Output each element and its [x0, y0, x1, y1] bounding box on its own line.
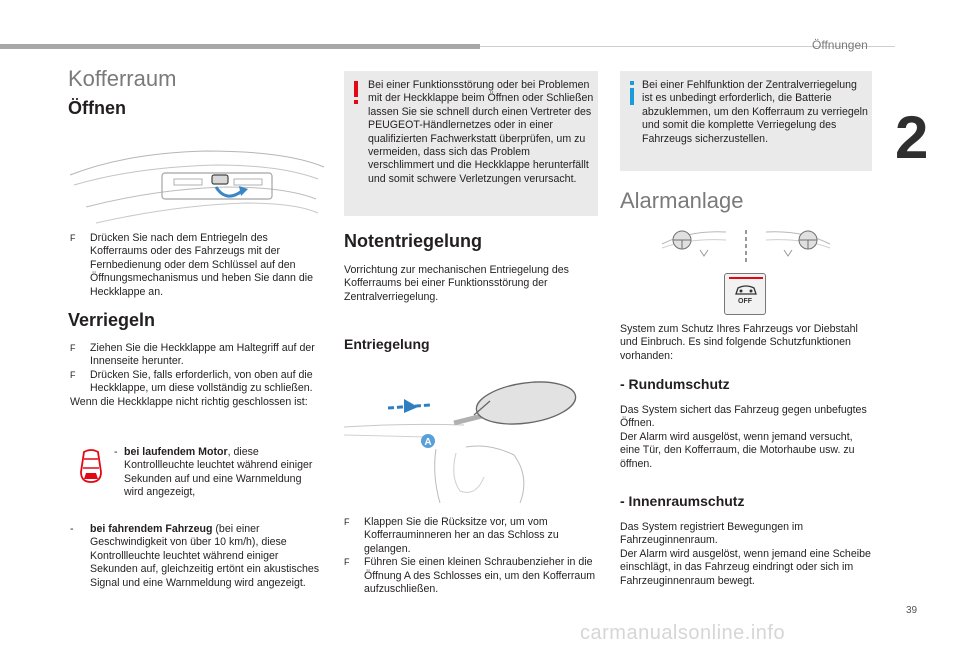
- alarm-intro: System zum Schutz Ihres Fahrzeugs vor Diebstahl und Einbruch. Es sind folgende Schutzfunktionen vorhanden:: [620, 323, 858, 362]
- item2-bold: bei fahrendem Fahrzeug: [90, 523, 213, 535]
- warning-box: [344, 71, 598, 216]
- innenraum-heading: - Innenraumschutz: [620, 493, 745, 509]
- alarm-off-button[interactable]: [724, 273, 766, 315]
- oeffnen-text: Drücken Sie nach dem Entriegeln des Kofferraums oder des Fahrzeugs mit der Fernbedienung oder dem Schlüssel auf den Öffnungsmechanismus und heben Sie dann die Heckklappe an.: [90, 232, 314, 298]
- bullet-icon: F: [344, 517, 350, 527]
- info-box: [620, 71, 872, 171]
- item2-text: (bei einer Geschwindigkeit von über 10 km/h), diese Kontrollleuchte leuchtet während einiger Sekunden auf, gleichzeitig ertönt ein akustisches Signal und eine Warnmeldung wird angezeigt.: [90, 523, 320, 589]
- notentriegelung-heading: Notentriegelung: [344, 231, 482, 251]
- entriegelung-heading: Entriegelung: [344, 336, 430, 352]
- list-item: [344, 556, 598, 596]
- list-item: [70, 342, 326, 369]
- section-label: Öffnungen: [812, 38, 868, 52]
- entriegelung-bullet-2: Führen Sie einen kleinen Schraubenzieher in die Öffnung A des Schlosses ein, um den Kofferraum aufzuschließen.: [364, 556, 596, 596]
- tailgate-illustration: [66, 145, 328, 225]
- warning-item-running: - bei laufendem Motor, diese Kontrollleuchte leuchtet während einiger Sekunden auf und eine Warnmeldung wird angezeigt,: [114, 446, 313, 499]
- entriegelung-list: [344, 516, 598, 596]
- chapter-number: 2: [895, 104, 929, 171]
- bullet-icon: F: [344, 557, 350, 568]
- rundum-heading: - Rundumschutz: [620, 376, 730, 392]
- notentriegelung-text: Vorrichtung zur mechanischen Entriegelung des Kofferraums bei einer Funktionsstörung der Zentralverriegelung.: [344, 264, 569, 303]
- info-text: Bei einer Fehlfunktion der Zentralverriegelung ist es unbedingt erforderlich, die Batterie abzuklemmen, um den Kofferraum zu verriegeln und somit die komplette Verriegelung des Fahrzeugs sicherzustellen.: [642, 79, 868, 145]
- bullet-icon: F: [70, 369, 76, 380]
- alarm-title: Alarmanlage: [620, 188, 744, 213]
- verriegeln-heading: Verriegeln: [68, 310, 156, 330]
- alarm-sensor-illustration: [660, 226, 832, 264]
- list-item: [344, 516, 598, 556]
- label-a: A: [424, 437, 432, 448]
- page-number: 39: [906, 605, 918, 616]
- bullet-icon: F: [70, 233, 76, 243]
- verriegeln-note: Wenn die Heckklappe nicht richtig geschlossen ist:: [70, 395, 308, 408]
- page-title: Kofferraum: [68, 66, 177, 91]
- verriegeln-list: [70, 342, 326, 409]
- open-tailgate-warning-icon: [78, 448, 104, 486]
- car-alarm-icon: [734, 284, 758, 296]
- list-item: [70, 369, 326, 396]
- emergency-release-illustration: [344, 365, 594, 507]
- exclamation-icon: [352, 81, 360, 107]
- warning-text: Bei einer Funktionsstörung oder bei Problemen mit der Heckklappe beim Öffnen oder Schließen lassen Sie sie schnell durch einen Vertreter des PEUGEOT-Händlernetzes oder in einer qualifizierten Fachwerkstatt überprüfen, um zu vermeiden, dass sich das Problem verschlimmert und die Heckklappe herunterfällt und somit schwere Verletzungen verursacht.: [368, 79, 594, 185]
- info-icon: [628, 81, 636, 107]
- header-bar: [0, 44, 480, 49]
- bullet-icon: F: [70, 343, 76, 353]
- list-item: [70, 232, 326, 299]
- oeffnen-list: [70, 232, 326, 299]
- entriegelung-bullet-1: Klappen Sie die Rücksitze vor, um vom Kofferrauminneren her an das Schloss zu gelangen.: [364, 516, 559, 555]
- item1-text: , diese Kontrollleuchte leuchtet während einiger Sekunden auf und eine Warnmeldung wird angezeigt,: [124, 446, 313, 499]
- verriegeln-bullet-1: Ziehen Sie die Heckklappe am Haltegriff auf der Innenseite herunter.: [90, 342, 315, 368]
- watermark: carmanualsonline.info: [580, 622, 786, 644]
- button-label: OFF: [738, 298, 752, 305]
- rundum-text: Das System sichert das Fahrzeug gegen unbefugtes Öffnen. Der Alarm wird ausgelöst, wenn jemand versucht, eine Tür, den Kofferraum, die Motorhaube usw. zu öffnen.: [620, 404, 867, 470]
- oeffnen-heading: Öffnen: [68, 98, 126, 118]
- item1-bold: bei laufendem Motor: [124, 446, 228, 458]
- verriegeln-bullet-2: Drücken Sie, falls erforderlich, von oben auf die Heckklappe, um diese vollständig zu schließen.: [90, 368, 313, 395]
- innenraum-text: Das System registriert Bewegungen im Fahrzeuginnenraum. Der Alarm wird ausgelöst, wenn jemand eine Scheibe einschlägt, in das Fahrzeug eindringt oder sich im Fahrzeuginnenraum bewegt.: [620, 521, 871, 587]
- warning-item-driving: - bei fahrendem Fahrzeug (bei einer Geschwindigkeit von über 10 km/h), diese Kontrollleuchte leuchtet während einiger Sekunden auf, gleichzeitig ertönt ein akustisches Signal und eine Warnmeldung wird angezeigt.: [70, 523, 320, 589]
- button-indicator: [729, 277, 763, 279]
